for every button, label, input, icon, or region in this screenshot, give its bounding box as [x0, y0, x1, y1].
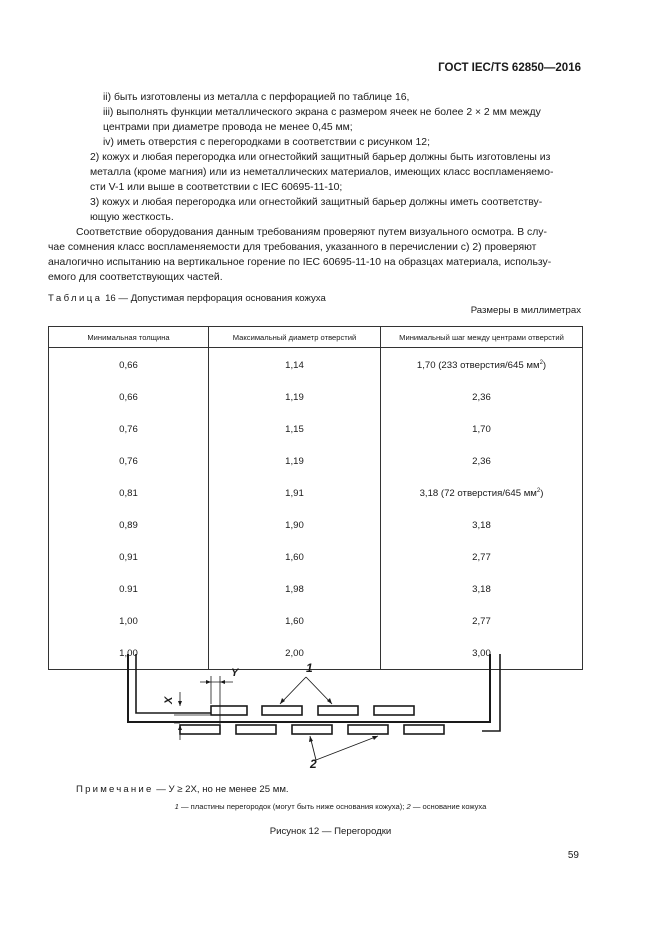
table-row — [49, 605, 583, 637]
list-item-3: 3) кожух и любая перегородка или огнестойкий защитный барьер должны иметь соответству- — [90, 197, 543, 208]
cell-pitch — [381, 413, 583, 445]
document-header: ГОСТ IEC/TS 62850—2016 — [438, 62, 581, 74]
pitch-value: 2,36 — [472, 391, 491, 403]
figure-note — [76, 784, 289, 795]
list-item-2-cont: металла (кроме магния) или из неметаллических материалов, имеющих класс воспламеняемо- — [90, 167, 554, 178]
cell-diameter: 2,00 — [209, 637, 381, 670]
paragraph-line: емого для соответствующих частей. — [48, 272, 223, 283]
table-units: Размеры в миллиметрах — [470, 305, 581, 316]
pitch-value: 2,77 — [472, 615, 491, 627]
note-text: — У ≥ 2X, но не менее 25 мм. — [156, 784, 289, 795]
cell-thickness: 0,66 — [49, 381, 209, 413]
legend-key-1: 1 — [174, 802, 179, 811]
cell-pitch — [381, 381, 583, 413]
cell-pitch — [381, 573, 583, 605]
list-item-2-cont2: сти V-1 или выше в соответствии с IEC 60695-11-10; — [90, 182, 343, 193]
cell-pitch — [381, 445, 583, 477]
legend-text-2: — основание кожуха — [410, 802, 487, 811]
cell-thickness: 0,89 — [49, 509, 209, 541]
pitch-value: 3,18 — [472, 519, 491, 531]
table-row — [49, 509, 583, 541]
cell-diameter: 1,90 — [209, 509, 381, 541]
list-item-3-cont: ющую жесткость. — [90, 212, 174, 223]
cell-thickness: 0,91 — [49, 541, 209, 573]
cell-thickness: 0,81 — [49, 477, 209, 509]
paragraph-line: аналогично испытанию на вертикальное горение по IEC 60695-11-10 на образцах материала, использу- — [48, 257, 552, 268]
list-item-2: 2) кожух и любая перегородка или огнестойкий защитный барьер должны быть изготовлены из — [90, 152, 551, 163]
cell-diameter: 1,91 — [209, 477, 381, 509]
table-row — [49, 445, 583, 477]
pitch-value: 3,18 — [472, 583, 491, 595]
pitch-unit-superscript: 2 — [539, 359, 543, 366]
cell-diameter: 1,14 — [209, 348, 381, 382]
note-prefix: Примечание — [76, 784, 154, 795]
paragraph-line: чае сомнения класс воспламеняемости для требования, указанного в перечислении c) 2) проверяют — [48, 242, 537, 253]
pitch-value: 2,77 — [472, 551, 491, 563]
cell-thickness: 0,66 — [49, 348, 209, 382]
cell-diameter: 1,19 — [209, 381, 381, 413]
table-row — [49, 381, 583, 413]
table-row — [49, 348, 583, 382]
table-caption — [48, 293, 326, 304]
list-item-ii: ii) быть изготовлены из металла с перфорацией по таблице 16, — [103, 92, 410, 103]
pitch-tail: ) — [540, 487, 544, 499]
pitch-value: 2,36 — [472, 455, 491, 467]
partitions-drawing — [120, 647, 520, 775]
list-item-iii-cont: центрами при диаметре провода не менее 0,45 мм; — [103, 122, 353, 133]
table-row — [49, 541, 583, 573]
cell-diameter: 1,15 — [209, 413, 381, 445]
cell-pitch — [381, 509, 583, 541]
paragraph-line: Соответствие оборудования данным требованиям проверяют путем визуального осмотра. В слу- — [76, 227, 547, 238]
page-number: 59 — [567, 850, 579, 861]
cell-thickness: 0,76 — [49, 445, 209, 477]
cell-pitch — [381, 348, 583, 382]
callout-1: 1 — [306, 661, 313, 675]
cell-diameter: 1,98 — [209, 573, 381, 605]
list-item-iii: iii) выполнять функции металлического экрана с размером ячеек не более 2 × 2 мм между — [103, 107, 541, 118]
figure-title: Рисунок 12 — Перегородки — [269, 826, 392, 837]
figure-partitions — [120, 647, 520, 780]
table-header-pitch: Минимальный шаг между центрами отверстий — [381, 327, 583, 348]
cell-thickness: 0,76 — [49, 413, 209, 445]
table-header-thickness: Минимальная толщина — [49, 327, 209, 348]
table-row — [49, 573, 583, 605]
table-row — [49, 477, 583, 509]
dimension-y-label: Y — [231, 667, 239, 679]
legend-text-1: — пластины перегородок (могут быть ниже основания кожуха); — [178, 802, 407, 811]
cell-diameter: 1,60 — [209, 541, 381, 573]
figure-legend — [0, 802, 661, 811]
cell-pitch — [381, 605, 583, 637]
dimension-x-label: X — [163, 696, 175, 704]
table-caption-prefix: Таблица — [48, 293, 103, 304]
cell-diameter: 1,60 — [209, 605, 381, 637]
cell-diameter: 1,19 — [209, 445, 381, 477]
callout-2: 2 — [310, 757, 317, 771]
cell-thickness: 1,00 — [49, 637, 209, 670]
cell-pitch — [381, 541, 583, 573]
list-item-iv: iv) иметь отверстия с перегородками в соответствии с рисунком 12; — [103, 137, 430, 148]
pitch-value: 1,70 — [472, 423, 491, 435]
pitch-value: 1,70 (233 отверстия/645 мм — [416, 359, 540, 371]
pitch-value: 3,00 — [472, 647, 491, 659]
pitch-unit-superscript: 2 — [536, 487, 541, 494]
cell-thickness: 0.91 — [49, 573, 209, 605]
pitch-tail: ) — [542, 359, 547, 371]
table-row — [49, 413, 583, 445]
cell-thickness: 1,00 — [49, 605, 209, 637]
legend-key-2: 2 — [406, 802, 411, 811]
table-header-diameter: Максимальный диаметр отверстий — [209, 327, 381, 348]
cell-pitch — [381, 477, 583, 509]
table-caption-text: 16 — Допустимая перфорация основания кожуха — [105, 293, 326, 304]
perforation-table — [48, 326, 583, 670]
pitch-value: 3,18 (72 отверстия/645 мм — [419, 487, 537, 499]
